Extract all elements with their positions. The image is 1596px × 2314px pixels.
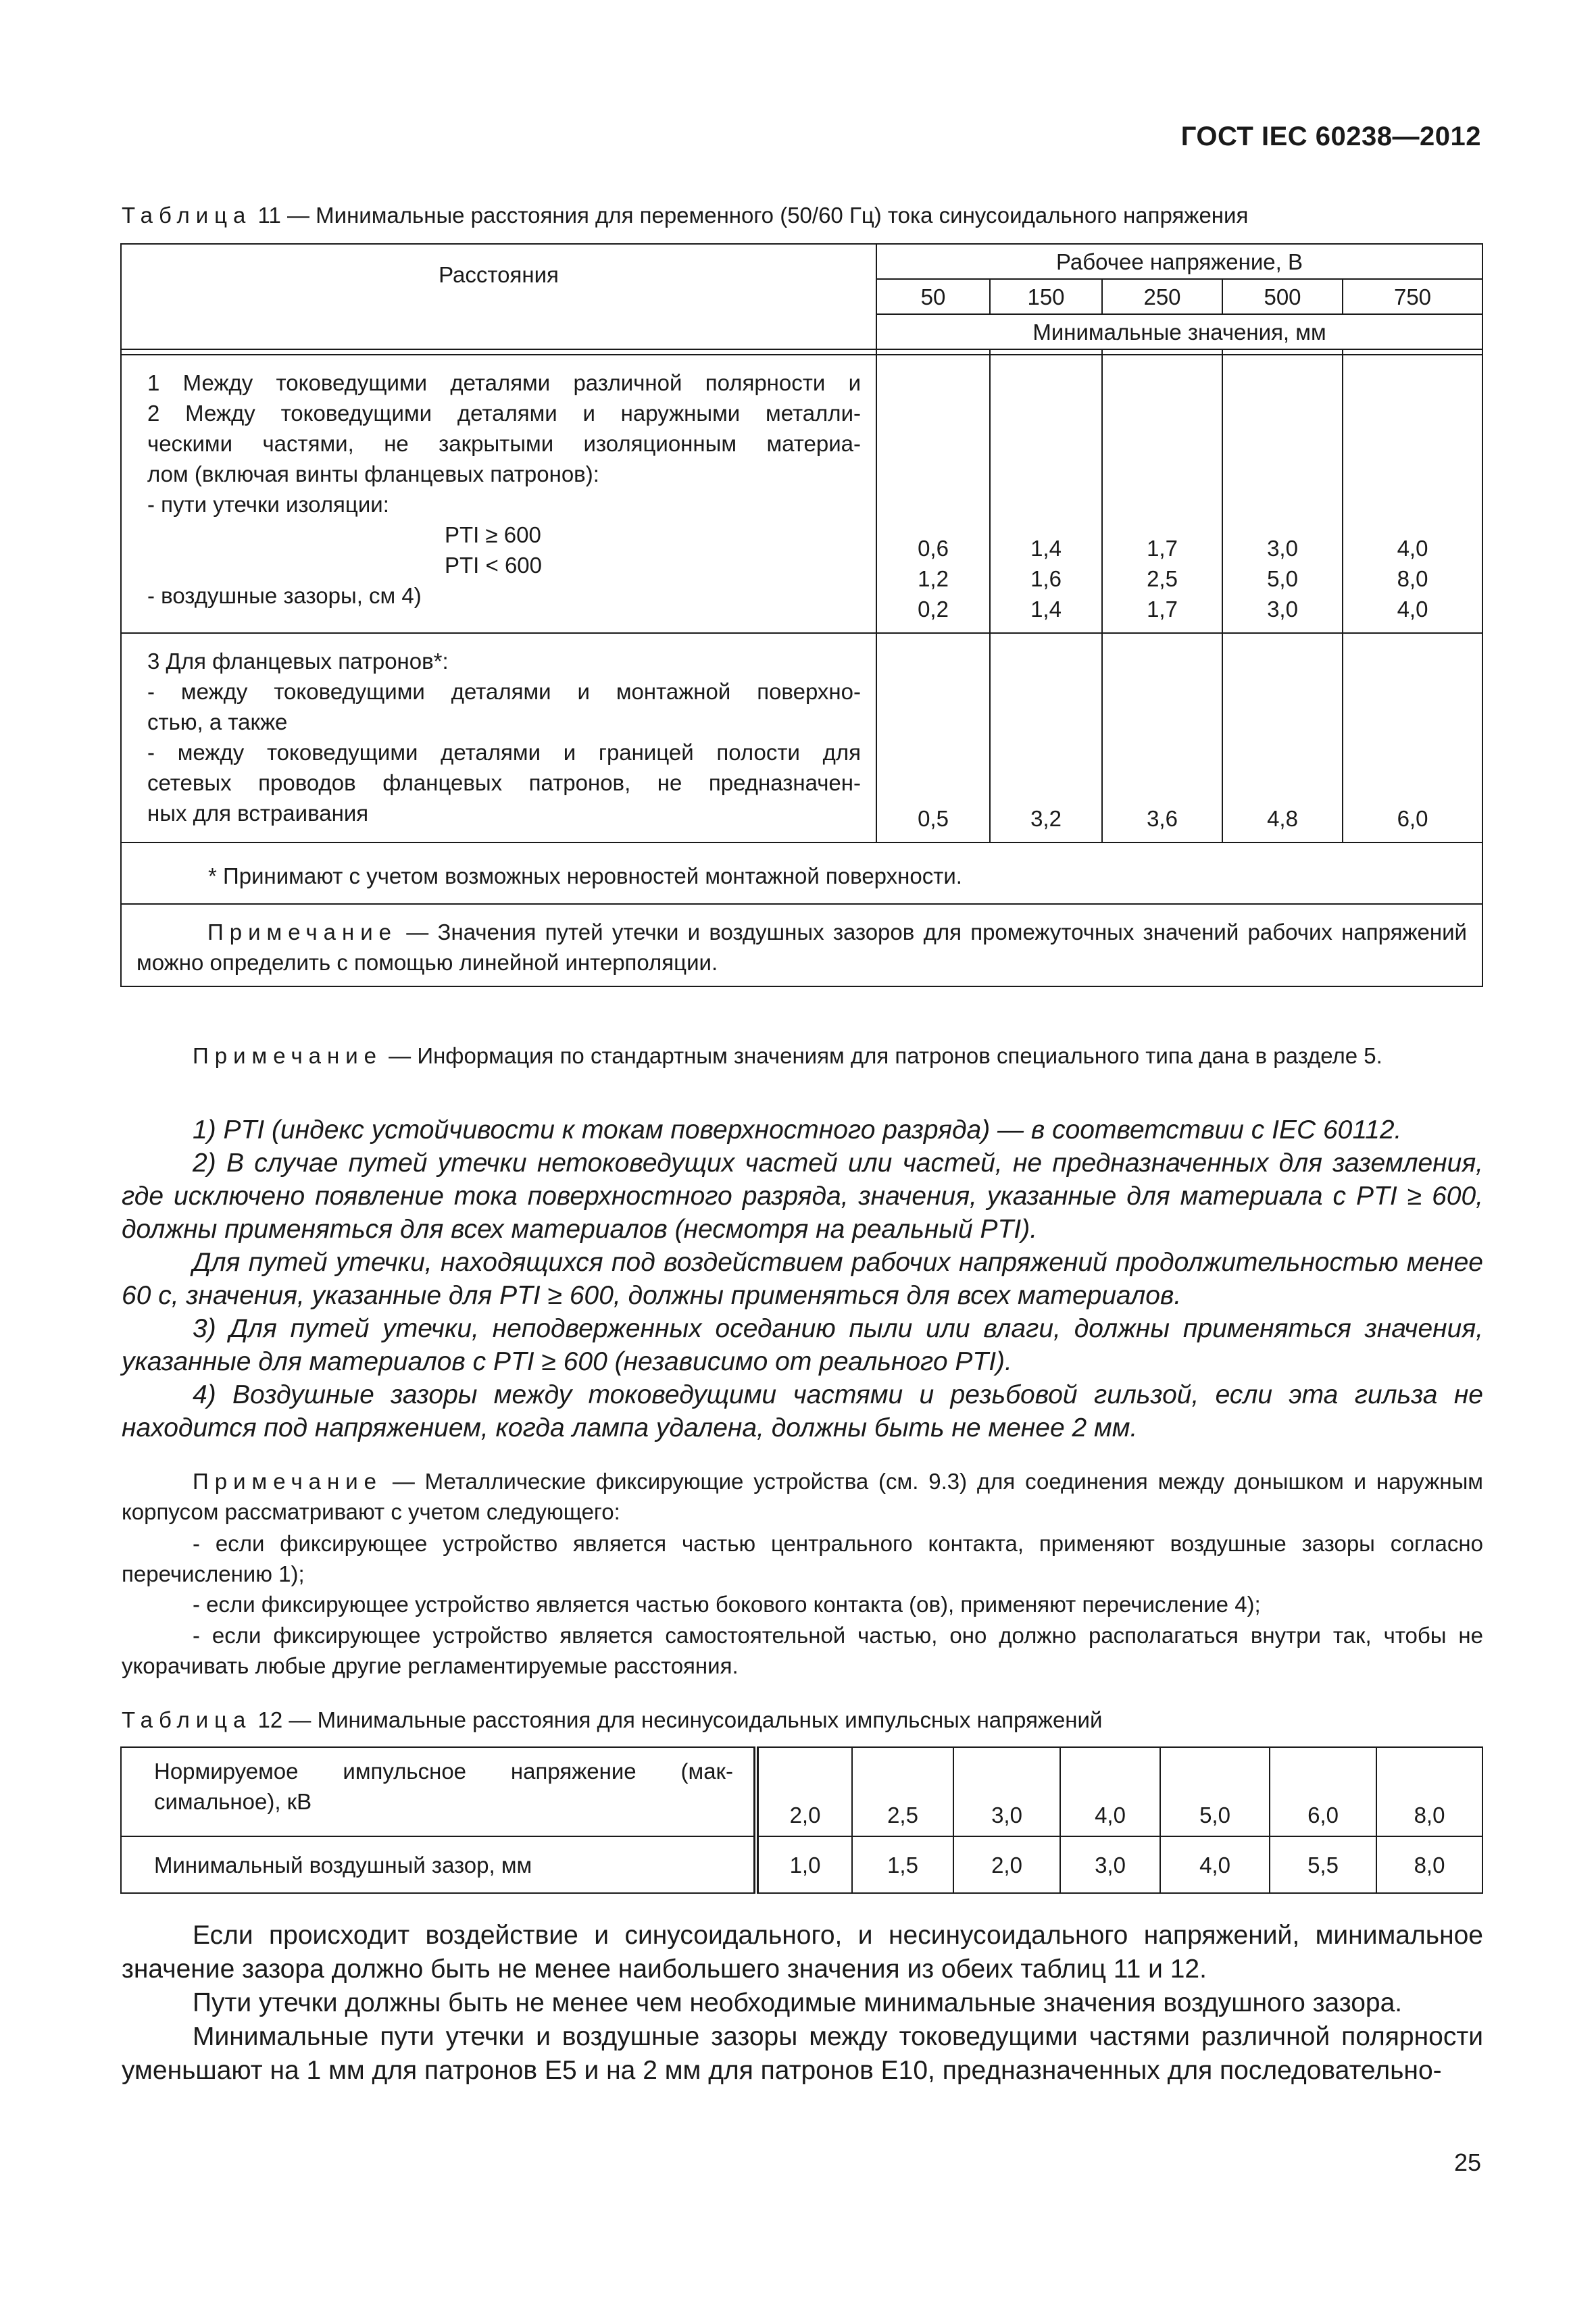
value-cell: 1,2 [918,566,949,591]
header-voltage: 500 [1222,279,1343,314]
row1-values-150 [990,355,1102,633]
table-12 [120,1746,1483,1894]
impulse-voltage-value: 8,0 [1376,1747,1482,1836]
min-air-gap-value: 1,5 [852,1836,953,1893]
footnote-3: 3) Для путей утечки, неподверженных оседанию пыли или влаги, должны применяться значения, указанные для материалов с PTI ≥ 600 (независимо от реального PTI). [122,1314,1483,1376]
value-cell: 1,6 [1030,566,1062,591]
row3-value: 6,0 [1343,633,1482,842]
document-header: ГОСТ IEC 60238—2012 [1180,122,1481,151]
row1-values-750 [1343,355,1482,633]
value-cell: 8,0 [1397,566,1428,591]
table-11 [120,243,1483,987]
footnote-2: 2) В случае путей утечки нетоковедущих частей или частей, не предназначенных для заземления, где исключено появление тока поверхностного разряда, значения, указанные для материала с PTI ≥ 600, должны применяться для всех материалов (несмотря на реальный PTI). [122,1149,1483,1244]
table-spacer [990,349,1102,355]
table12-caption [122,1707,1102,1733]
table-spacer [876,349,990,355]
row1-air-gap: - воздушные зазоры, см 4) [147,583,422,608]
min-air-gap-value: 3,0 [1060,1836,1160,1893]
note-item-2: - если фиксирующее устройство является частью бокового контакта (ов), применяют перечисление 4); [193,1592,1261,1617]
row1-line: лом (включая винты фланцевых патронов): [147,461,599,486]
note-word: Примечание [193,1469,383,1494]
table-spacer [1102,349,1222,355]
min-air-gap-value: 8,0 [1376,1836,1482,1893]
note-fixing-devices [122,1466,1483,1527]
value-cell: 5,0 [1267,566,1298,591]
table-spacer [1343,349,1482,355]
row3-line: стью, а также [147,709,288,734]
label-line: симальное), кВ [154,1789,312,1814]
value-cell: 3,0 [1267,536,1298,561]
min-air-gap-value: 2,0 [953,1836,1060,1893]
body-paragraph: Если происходит воздействие и синусоидального, и несинусоидального напряжений, минимальное значение зазора должно быть не менее наибольшего значения из обеих таблиц 11 и 12. [122,1921,1483,1984]
row1-line: 2 Между токоведущими деталями и наружными металли- [147,401,861,426]
header-voltage: 50 [876,279,990,314]
value-cell: 1,7 [1147,536,1178,561]
row1-pti-ge: PTI ≥ 600 [445,522,541,547]
header-voltage: 250 [1102,279,1222,314]
min-air-gap-label: Минимальный воздушный зазор, мм [121,1836,756,1893]
table11-caption-text: 11 — Минимальные расстояния для переменного (50/60 Гц) тока синусоидального напряжения [251,203,1249,228]
row3-value: 0,5 [876,633,990,842]
page-number: 25 [1453,2148,1481,2176]
impulse-voltage-value: 5,0 [1160,1747,1270,1836]
row1-line: 1 Между токоведущими деталями различной полярности и [147,370,861,395]
table11-note [121,904,1482,986]
value-cell: 1,4 [1030,536,1062,561]
header-working-voltage: Рабочее напряжение, В [876,244,1482,279]
impulse-voltage-value: 2,0 [756,1747,852,1836]
value-cell: 0,2 [918,597,949,622]
row3-line: ных для встраивания [147,801,369,826]
value-cell: 2,5 [1147,566,1178,591]
note-text: — Информация по стандартным значениям для патронов специального типа дана в разделе 5. [382,1043,1382,1068]
impulse-voltage-value: 3,0 [953,1747,1060,1836]
impulse-voltage-value: 2,5 [852,1747,953,1836]
row1-pti-lt: PTI < 600 [445,553,543,578]
row3-value: 3,6 [1102,633,1222,842]
header-distance: Расстояния [121,244,876,349]
value-cell: 0,6 [918,536,949,561]
row3-line: сетевых проводов фланцевых патронов, не предназначен- [147,770,861,795]
min-air-gap-value: 5,5 [1270,1836,1376,1893]
row1-values-50 [876,355,990,633]
header-min-values: Минимальные значения, мм [876,314,1482,349]
table-spacer [1222,349,1343,355]
body-paragraph: Пути утечки должны быть не менее чем необходимые минимальные значения воздушного зазора. [193,1988,1403,2017]
min-air-gap-value: 4,0 [1160,1836,1270,1893]
note-item-1: - если фиксирующее устройство является частью центрального контакта, применяют воздушные зазоры согласно перечислению 1); [122,1531,1483,1586]
table-spacer [121,349,876,355]
row1-values-250 [1102,355,1222,633]
min-air-gap-value: 1,0 [756,1836,852,1893]
body-paragraph: Минимальные пути утечки и воздушные зазоры между токоведущими частями различной полярности уменьшают на 1 мм для патронов E5 и на 2 мм для патронов E10, предназначенных для последовательно- [122,2022,1483,2085]
note-item-3: - если фиксирующее устройство является самостоятельной частью, оно должно располагаться внутри так, чтобы не укорачивать любые другие регламентируемые расстояния. [122,1623,1483,1678]
value-cell: 3,0 [1267,597,1298,622]
note-word: Примечание [193,1043,383,1068]
table11-caption [122,203,1248,228]
row1-values-500 [1222,355,1343,633]
header-voltage: 750 [1343,279,1482,314]
row1-line: ческими частями, не закрытыми изоляционным материа- [147,431,861,456]
table11-caption-word: Таблица [122,203,252,228]
note-special-holders [122,1040,1483,1071]
note-text: — Значения путей утечки и воздушных зазоров для промежуточных значений рабочих напряжений можно определить с помощью линейной интерполяции. [136,920,1467,975]
value-cell: 4,0 [1397,536,1428,561]
footnote-2-continued: Для путей утечки, находящихся под воздействием рабочих напряжений продолжительностью менее 60 с, значения, указанные для PTI ≥ 600, должны применяться для всех материалов. [122,1248,1483,1310]
table12-caption-word: Таблица [122,1707,252,1732]
footnote-1: 1) PTI (индекс устойчивости к токам поверхностного разряда) — в соответствии с IEC 60112. [193,1115,1402,1145]
impulse-voltage-label [121,1747,756,1836]
value-cell: 4,0 [1397,597,1428,622]
label-line: Нормируемое импульсное напряжение (мак- [154,1759,733,1784]
note-word: Примечание [207,920,398,945]
row3-line: - между токоведущими деталями и монтажной поверхно- [147,679,861,704]
header-voltage: 150 [990,279,1102,314]
impulse-voltage-value: 6,0 [1270,1747,1376,1836]
row1-line: - пути утечки изоляции: [147,492,389,517]
row1-description [121,355,876,633]
value-cell: 1,4 [1030,597,1062,622]
table11-footnote: * Принимают с учетом возможных неровностей монтажной поверхности. [121,842,1482,904]
value-cell: 1,7 [1147,597,1178,622]
row3-line: 3 Для фланцевых патронов*: [147,649,449,674]
table12-caption-text: 12 — Минимальные расстояния для несинусоидальных импульсных напряжений [251,1707,1103,1732]
note-text: — Металлические фиксирующие устройства (см. 9.3) для соединения между донышком и наружным корпусом рассматривают с учетом следующего: [122,1469,1483,1524]
impulse-voltage-value: 4,0 [1060,1747,1160,1836]
row3-line: - между токоведущими деталями и границей полости для [147,740,861,765]
row3-value: 4,8 [1222,633,1343,842]
row3-value: 3,2 [990,633,1102,842]
footnote-4: 4) Воздушные зазоры между токоведущими частями и резьбовой гильзой, если эта гильза не находится под напряжением, когда лампа удалена, должны быть не менее 2 мм. [122,1380,1483,1442]
row3-description [121,633,876,842]
